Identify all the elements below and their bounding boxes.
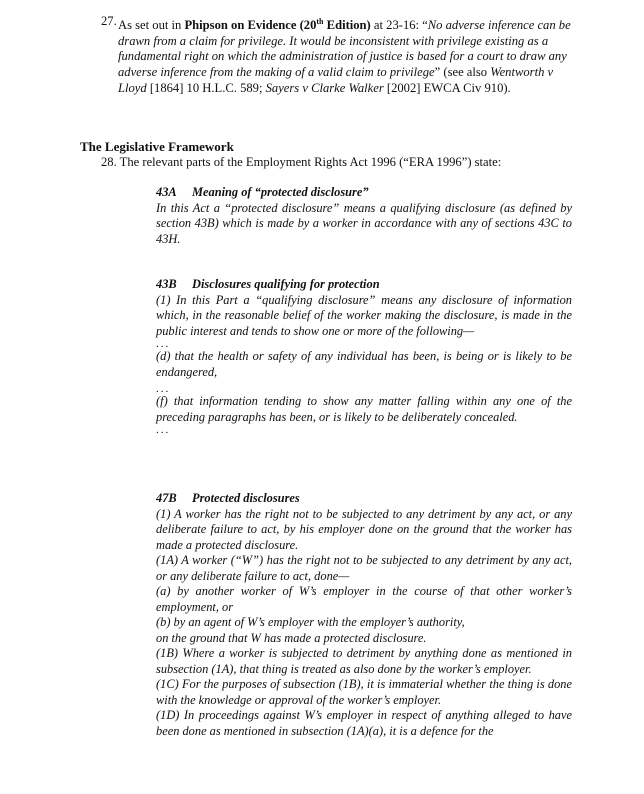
paragraph-27 <box>101 14 575 96</box>
para-b: (b) by an agent of W’s employer with the employer’s authority, <box>156 615 465 629</box>
quote: No adverse inference can be drawn from a claim for privilege. It would be inconsistent with privilege existing as a fundamental right on which the administration of justice is based for a court to draw any adverse inference from the making of a valid claim to privilege <box>118 18 571 79</box>
ellipsis: ... <box>156 383 171 395</box>
lead-text: As set out in <box>118 18 185 33</box>
reference: at 23-16: “ <box>370 18 428 33</box>
ground-text: on the ground that W has made a protected disclosure. <box>156 630 427 645</box>
section-title: Disclosures qualifying for protection <box>192 277 380 291</box>
section-number: 47B <box>156 491 177 505</box>
case-1: Wentworth v Lloyd <box>118 64 554 95</box>
after-quote: ” (see also <box>434 64 491 79</box>
section-text: In this Act a “protected disclosure” means a qualifying disclosure (as defined by section 43B) which is made by a worker in accordance with any of sections 43C to 43H. <box>156 200 572 246</box>
subsection-1d: (1D) In proceedings against W’s employer in respect of anything alleged to have been done as mentioned in subsection (1A)(a), it is a defence for the <box>156 708 572 738</box>
subsection-1b: (1B) Where a worker is subjected to detriment by anything done as mentioned in subsection (1A), that thing is treated as also done by the worker’s employer. <box>156 646 572 676</box>
para-f: (f) that information tending to show any matter falling within any one of the preceding paragraphs has been, or is likely to be deliberately concealed. <box>156 394 572 424</box>
section-heading: The Legislative Framework <box>80 139 234 154</box>
subsection-1: (1) A worker has the right not to be subjected to any detriment by any act, or any deliberate failure to act, by his employer done on the ground that the worker has made a protected disclosure. <box>156 506 572 552</box>
para-a: (a) by another worker of W’s employer in the course of that other worker’s employment, or <box>156 584 572 614</box>
section-number: 43A <box>156 185 177 199</box>
paragraph-number: 27. <box>101 14 117 28</box>
section-43b <box>156 277 572 435</box>
section-47b <box>156 491 572 739</box>
para-d: (d) that the health or safety of any individual has been, is being or is likely to be endangered, <box>156 349 572 379</box>
ellipsis: ... <box>156 338 171 350</box>
subsection-1: (1) In this Part a “qualifying disclosure” means any disclosure of information which, in the reasonable belief of the worker making the disclosure, is made in the public interest and tends to show one or more of the following— <box>156 292 572 338</box>
subsection-1c: (1C) For the purposes of subsection (1B), it is immaterial whether the thing is done with the knowledge or approval of the worker’s employer. <box>156 677 572 707</box>
case-2: Sayers v Clarke Walker <box>265 80 384 95</box>
subsection-1a: (1A) A worker (“W”) has the right not to be subjected to any detriment by any act, or any deliberate failure to act, done— <box>156 553 572 583</box>
paragraph-28: 28. The relevant parts of the Employment Rights Act 1996 (“ERA 1996”) state: <box>101 155 502 169</box>
book-title: Phipson on Evidence (20th Edition) <box>184 17 371 33</box>
case-1-cite: [1864] 10 H.L.C. 589; <box>146 80 266 95</box>
case-2-cite: [2002] EWCA Civ 910). <box>383 80 511 95</box>
paragraph-27-body <box>118 14 575 96</box>
section-title: Protected disclosures <box>192 491 300 505</box>
section-43a <box>156 185 572 247</box>
ellipsis: ... <box>156 424 171 436</box>
section-title: Meaning of “protected disclosure” <box>192 185 369 199</box>
section-number: 43B <box>156 277 177 291</box>
